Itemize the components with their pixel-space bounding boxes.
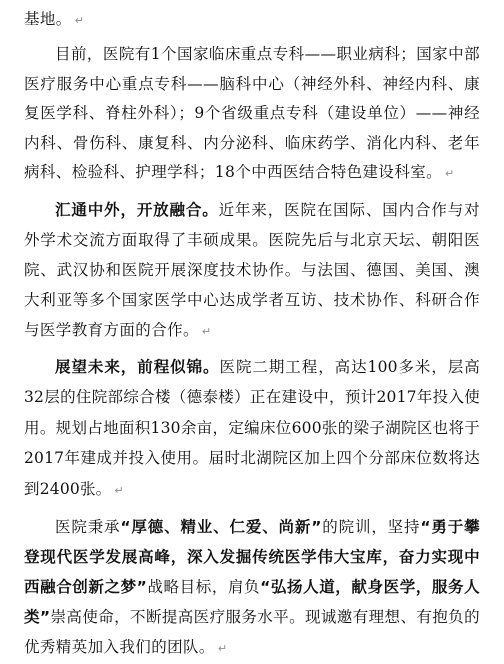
paragraph-mark-icon: ↵	[445, 167, 455, 180]
paragraph-text: 崇高使命，不断提高医疗服务水平。现诚邀有理想、有抱负的优秀精英加入我们的团队。	[24, 608, 480, 656]
paragraph-mark-icon: ↵	[114, 483, 124, 497]
mission-quote: “弘扬人道，献身医学，服务人类”	[24, 578, 480, 626]
paragraph-text: 医院秉承	[55, 518, 121, 536]
paragraph-text: 目前，医院有1个国家临床重点专科——职业病科；国家中部医疗服务中心重点专科——脑科中心（神经外科、神经内科、康复医学科、脊柱外科）；9个省级重点专科（建设单位）——神经内科、骨伤科、康复科、内分泌科、临床药学、消化内科、老年病科、检验科、护理学科；18个中西医结合特色建设科室。	[24, 45, 480, 181]
paragraph-text: 医院二期工程，高达100多米，层高32层的住院部综合楼（德泰楼）正在建设中，预计2017年投入使用。规划占地面积130余亩，定编床位600张的梁子湖院区也将于2017年建成并投入使用。届时北湖院区加上四个分部床位数将达到2400张。	[24, 357, 480, 498]
paragraph-fragment	[24, 0, 480, 37]
paragraph-hospital-motto	[24, 512, 480, 664]
paragraph-text: 的院训，坚持	[321, 518, 421, 536]
paragraph-mark-icon: ↵	[201, 324, 212, 338]
paragraph-lead-heading: 汇通中外，开放融合。	[55, 200, 219, 219]
paragraph-mark-icon: ↵	[217, 642, 228, 655]
paragraph-text: 战略目标，肩负	[147, 578, 261, 596]
paragraph-key-specialties	[24, 40, 480, 189]
paragraph-lead-heading: 展望未来，前程似锦。	[55, 357, 220, 376]
paragraph-text: 基地。	[24, 10, 72, 28]
motto-quote: “厚德、精业、仁爱、尚新”	[120, 518, 322, 536]
paragraph-international-cooperation	[24, 195, 480, 347]
document-body	[24, 0, 480, 664]
paragraph-mark-icon: ↵	[74, 14, 85, 27]
paragraph-future-outlook	[24, 352, 480, 507]
paragraph-text: 近年来，医院在国际、国内合作与对外学术交流方面取得了丰硕成果。医院先后与北京天坛、朝阳医院、武汉协和医院开展深度技术协作。与法国、德国、美国、澳大利亚等多个国家医学中心达成学者互访、技术协作、科研合作与医学教育方面的合作。	[24, 200, 480, 339]
strategy-quote: “勇于攀登现代医学发展高峰，深入发掘传统医学伟大宝库，奋力实现中西融合创新之梦”	[24, 518, 480, 596]
